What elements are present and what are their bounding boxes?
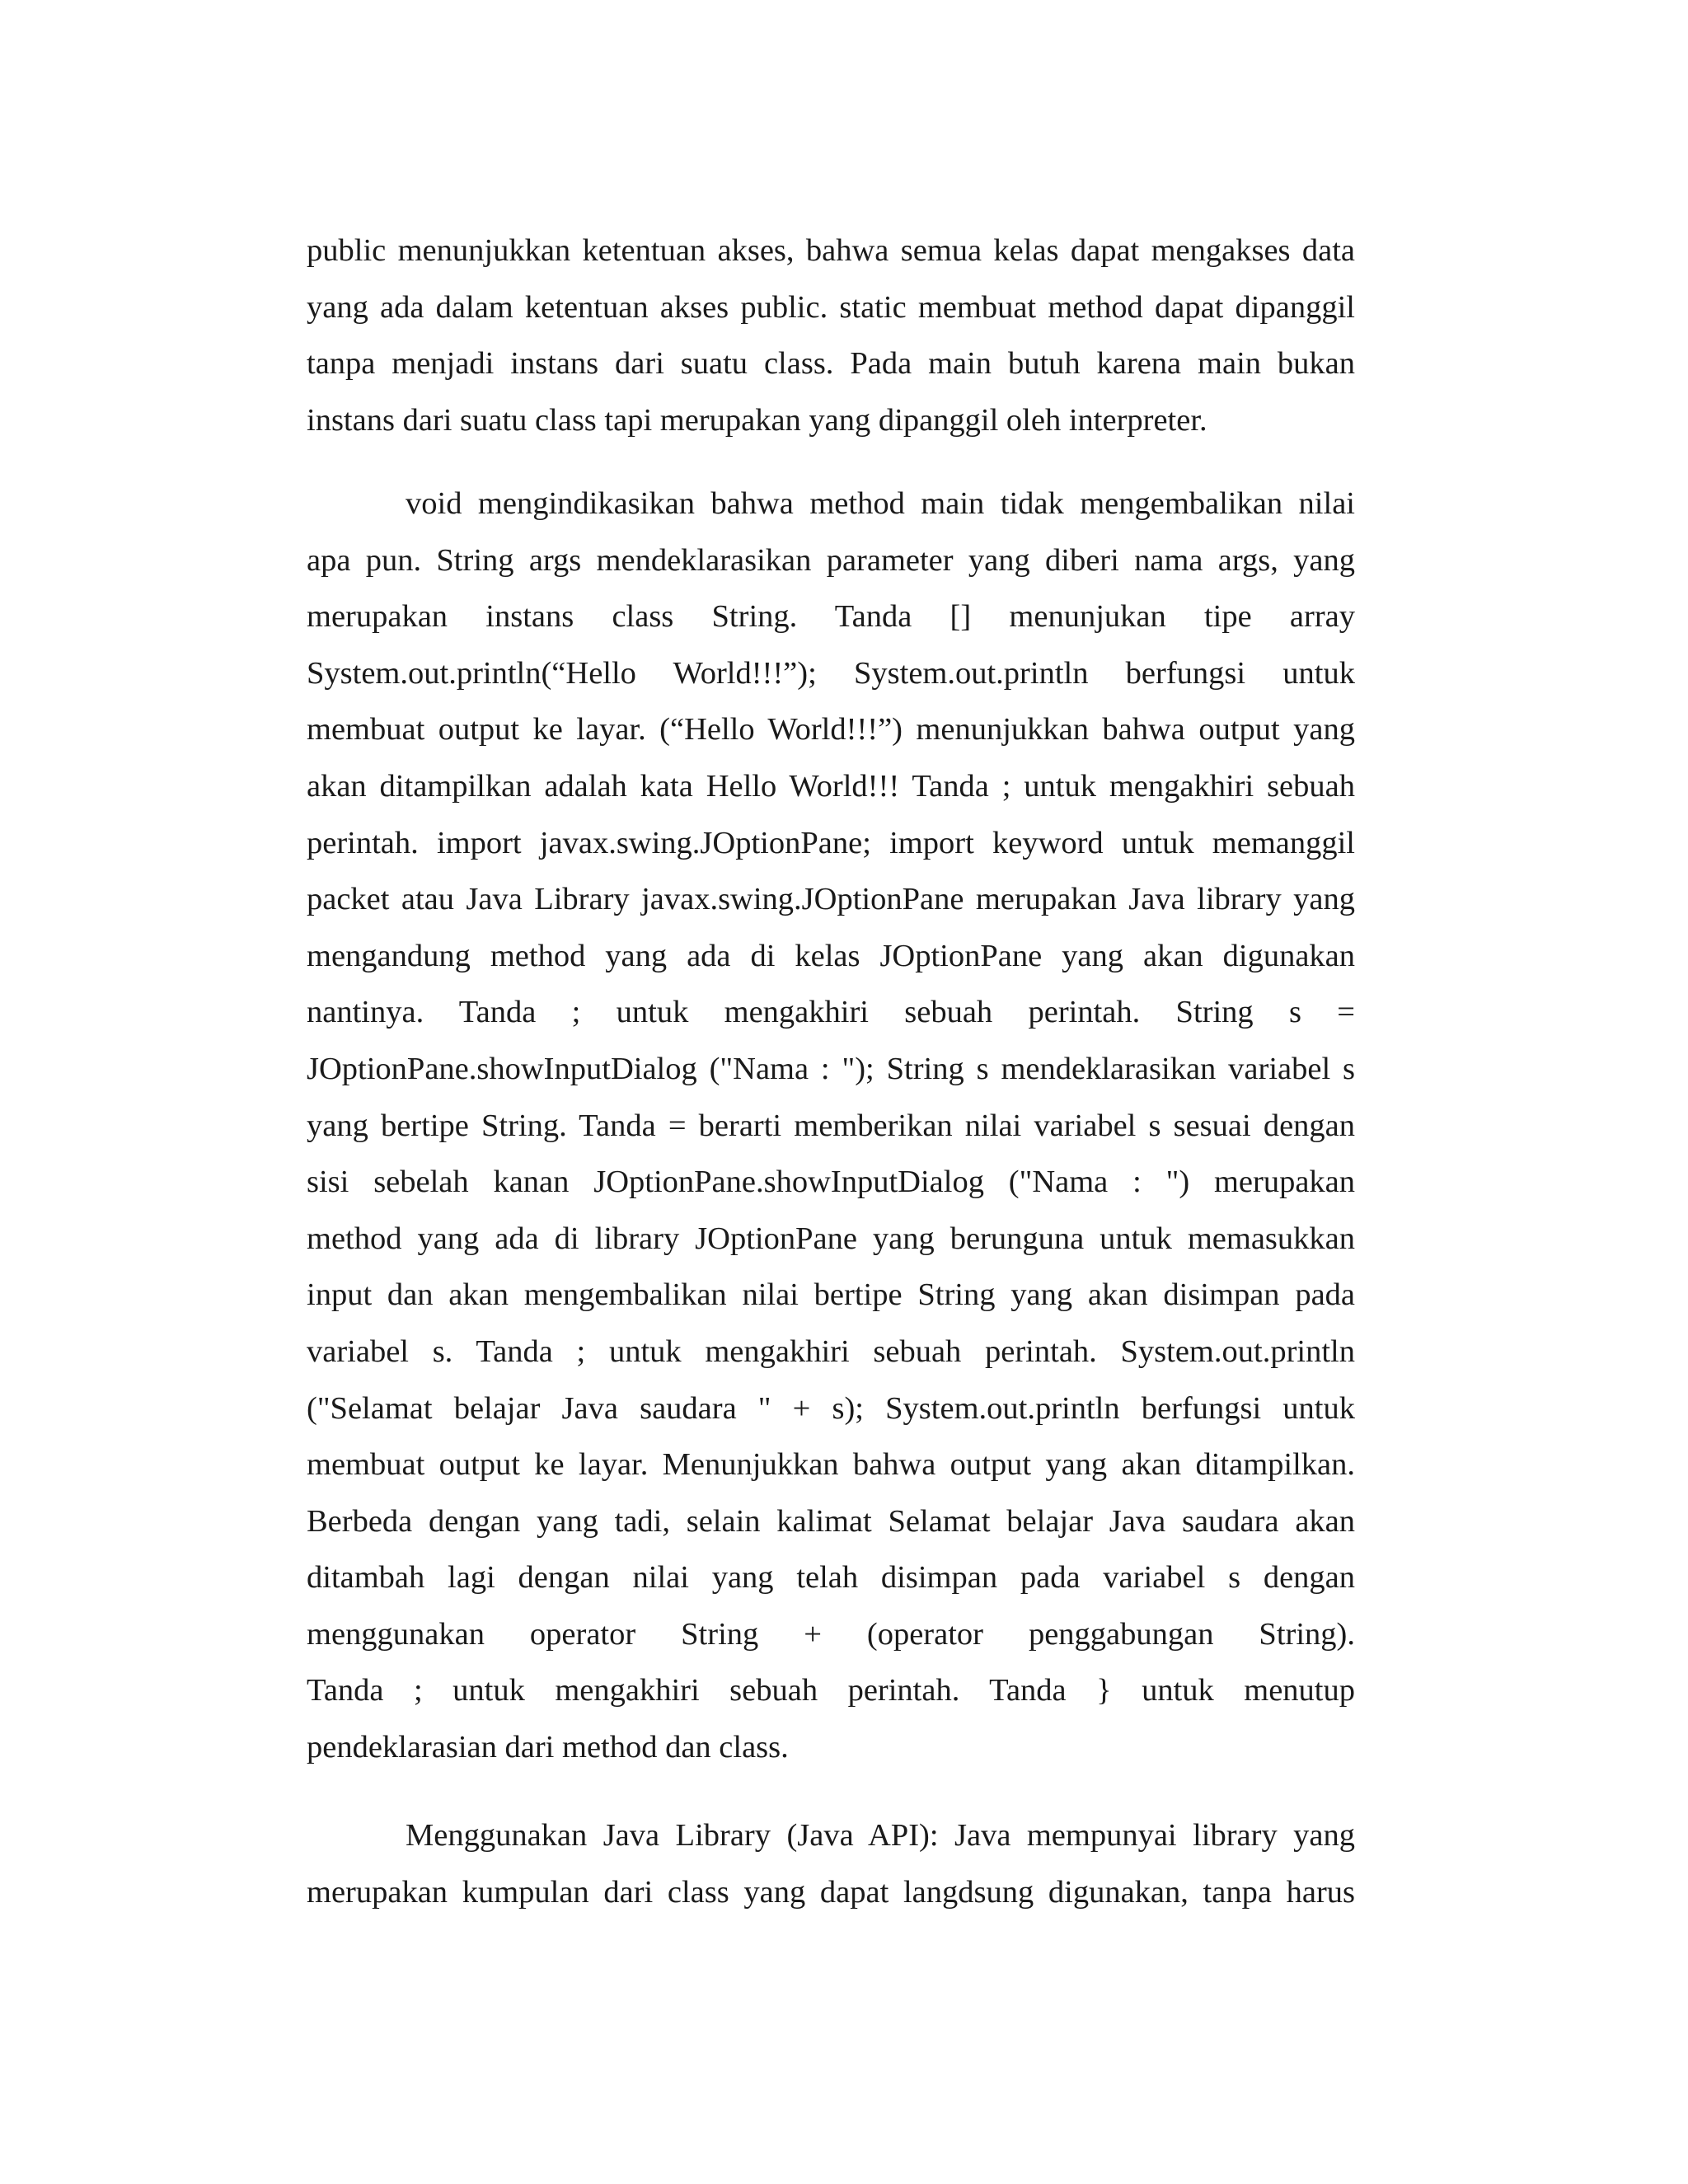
paragraph-line: void mengindikasikan bahwa method main tidak mengembalikan nilai xyxy=(406,486,1355,521)
paragraph-line: nantinya. Tanda ; untuk mengakhiri sebuah perintah. String s = xyxy=(307,995,1355,1030)
paragraph-line: menggunakan operator String + (operator penggabungan String). xyxy=(307,1616,1355,1652)
paragraph-line: Tanda ; untuk mengakhiri sebuah perintah. Tanda } untuk menutup xyxy=(307,1673,1355,1708)
paragraph-line: sisi sebelah kanan JOptionPane.showInputDialog ("Nama : ") merupakan xyxy=(307,1165,1355,1200)
paragraph-line: packet atau Java Library javax.swing.JOptionPane merupakan Java library yang xyxy=(307,882,1355,917)
paragraph-line: apa pun. String args mendeklarasikan parameter yang diberi nama args, yang xyxy=(307,542,1355,578)
paragraph-line: mengandung method yang ada di kelas JOptionPane yang akan digunakan xyxy=(307,938,1355,973)
paragraph-line: akan ditampilkan adalah kata Hello World!!! Tanda ; untuk mengakhiri sebuah xyxy=(307,768,1355,804)
paragraph-line: instans dari suatu class tapi merupakan yang dipanggil oleh interpreter. xyxy=(307,402,1207,438)
paragraph-line: input dan akan mengembalikan nilai bertipe String yang akan disimpan pada xyxy=(307,1277,1355,1313)
paragraph-line: public menunjukkan ketentuan akses, bahwa semua kelas dapat mengakses data xyxy=(307,233,1355,268)
paragraph-line: variabel s. Tanda ; untuk mengakhiri sebuah perintah. System.out.println xyxy=(307,1333,1355,1369)
paragraph-line: membuat output ke layar. Menunjukkan bahwa output yang akan ditampilkan. xyxy=(307,1447,1355,1483)
paragraph-line: Berbeda dengan yang tadi, selain kalimat Selamat belajar Java saudara akan xyxy=(307,1503,1355,1539)
paragraph-line: pendeklarasian dari method dan class. xyxy=(307,1730,789,1765)
paragraph-line: yang bertipe String. Tanda = berarti memberikan nilai variabel s sesuai dengan xyxy=(307,1108,1355,1143)
paragraph-line: ("Selamat belajar Java saudara " + s); System.out.println berfungsi untuk xyxy=(307,1390,1355,1426)
paragraph-1 xyxy=(307,223,1355,448)
paragraph-line: Menggunakan Java Library (Java API): Java mempunyai library yang xyxy=(406,1818,1355,1853)
paragraph-line: membuat output ke layar. (“Hello World!!!”) menunjukkan bahwa output yang xyxy=(307,712,1355,748)
paragraph-line: merupakan kumpulan dari class yang dapat langdsung digunakan, tanpa harus xyxy=(307,1874,1355,1910)
paragraph-line: merupakan instans class String. Tanda [] menunjukan tipe array xyxy=(307,599,1355,635)
paragraph-line: perintah. import javax.swing.JOptionPane; import keyword untuk memanggil xyxy=(307,825,1355,860)
paragraph-line: System.out.println(“Hello World!!!”); System.out.println berfungsi untuk xyxy=(307,655,1355,691)
paragraph-2 xyxy=(307,476,1355,1776)
paragraph-line: method yang ada di library JOptionPane yang berunguna untuk memasukkan xyxy=(307,1221,1355,1256)
paragraph-line: JOptionPane.showInputDialog ("Nama : "); String s mendeklarasikan variabel s xyxy=(307,1051,1355,1086)
paragraph-line: yang ada dalam ketentuan akses public. static membuat method dapat dipanggil xyxy=(307,289,1355,325)
paragraph-3 xyxy=(307,1807,1355,1920)
paragraph-line: ditambah lagi dengan nilai yang telah disimpan pada variabel s dengan xyxy=(307,1560,1355,1596)
paragraph-line: tanpa menjadi instans dari suatu class. Pada main butuh karena main bukan xyxy=(307,346,1355,382)
